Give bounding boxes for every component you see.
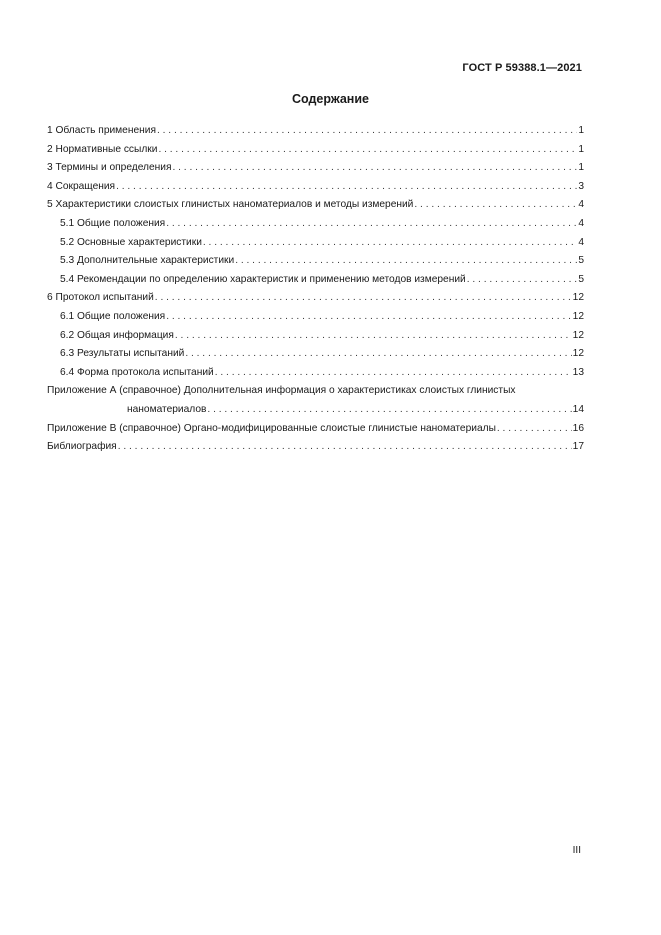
toc-entry-label: 5.2 Основные характеристики: [60, 236, 202, 248]
toc-entry-continuation: [47, 401, 584, 420]
toc-entry-page: 14: [572, 403, 584, 415]
toc-entry-1[interactable]: [47, 122, 584, 141]
toc-entry-page: 4: [578, 199, 584, 211]
toc-leader-dots: [235, 252, 577, 271]
page-number: III: [572, 845, 581, 856]
toc-entry-page: 16: [572, 422, 584, 434]
toc-entry-label: 6.2 Общая информация: [60, 329, 174, 341]
toc-entry-page: 5: [578, 255, 584, 267]
toc-entry-5-3[interactable]: [47, 252, 584, 271]
toc-leader-dots: [215, 364, 572, 383]
toc-entry-appendix-a[interactable]: [47, 382, 584, 419]
toc-leader-dots: [158, 141, 577, 160]
toc-leader-dots: [414, 196, 577, 215]
toc-leader-dots: [175, 327, 572, 346]
toc-leader-dots: [207, 401, 571, 420]
toc-entry-label: Приложение В (справочное) Органо-модифицированные слоистые глинистые наноматериалы: [47, 422, 496, 434]
toc-leader-dots: [166, 308, 571, 327]
toc-leader-dots: [155, 289, 572, 308]
toc-entry-label: Библиография: [47, 441, 117, 453]
toc-entry-6-2[interactable]: [47, 327, 584, 346]
toc-entry-page: 3: [578, 180, 584, 192]
toc-leader-dots: [185, 345, 571, 364]
toc-entry-page: 4: [578, 217, 584, 229]
toc-entry-page: 12: [572, 292, 584, 304]
toc-entry-3[interactable]: [47, 159, 584, 178]
page-title: Содержание: [291, 92, 369, 106]
toc-leader-dots: [157, 122, 577, 141]
toc-leader-dots: [166, 215, 577, 234]
toc-entry-5-1[interactable]: [47, 215, 584, 234]
toc-entry-label: 5 Характеристики слоистых глинистых наноматериалов и методы измерений: [47, 199, 414, 211]
toc-leader-dots: [118, 438, 572, 457]
toc-entry-page: 13: [572, 366, 584, 378]
toc-entry-label: 6.1 Общие положения: [60, 310, 166, 322]
toc-entry-label-continued: наноматериалов: [127, 403, 207, 415]
toc-entry-page: 5: [578, 273, 584, 285]
toc-entry-5-4[interactable]: [47, 271, 584, 290]
toc-entry-page: 12: [572, 310, 584, 322]
toc-entry-page: 1: [578, 143, 584, 155]
toc-leader-dots: [203, 234, 577, 253]
toc-entry-label: 5.1 Общие положения: [60, 217, 166, 229]
toc-leader-dots: [116, 178, 577, 197]
toc-entry-page: 4: [578, 236, 584, 248]
toc-entry-label: 5.4 Рекомендации по определению характеристик и применению методов измерений: [60, 273, 466, 285]
toc-entry-label: Приложение А (справочное) Дополнительная информация о характеристиках слоистых глинистых: [47, 385, 516, 397]
toc-entry-2[interactable]: [47, 141, 584, 160]
toc-entry-page: 1: [578, 125, 584, 136]
document-code: ГОСТ Р 59388.1—2021: [462, 62, 582, 74]
toc-entry-6[interactable]: [47, 289, 584, 308]
toc-entry-label: 3 Термины и определения: [47, 162, 172, 174]
toc-entry-label: 2 Нормативные ссылки: [47, 143, 158, 155]
toc-entry-label: 6 Протокол испытаний: [47, 292, 154, 304]
toc-entry-6-3[interactable]: [47, 345, 584, 364]
toc-entry-label: 6.4 Форма протокола испытаний: [60, 366, 214, 378]
toc-leader-dots: [497, 420, 572, 439]
toc-entry-label: 6.3 Результаты испытаний: [60, 348, 185, 360]
toc-entry-6-1[interactable]: [47, 308, 584, 327]
toc-entry-5-2[interactable]: [47, 234, 584, 253]
toc-entry-bibliography[interactable]: [47, 438, 584, 457]
toc-entry-page: 17: [572, 441, 584, 453]
toc-entry-label: 1 Область применения: [47, 125, 156, 136]
toc-leader-dots: [172, 159, 577, 178]
toc-entry-5[interactable]: [47, 196, 584, 215]
table-of-contents: [47, 122, 584, 457]
toc-entry-6-4[interactable]: [47, 364, 584, 383]
toc-leader-dots: [467, 271, 578, 290]
toc-entry-page: 1: [578, 162, 584, 174]
toc-entry-label: 5.3 Дополнительные характеристики: [60, 255, 235, 267]
toc-entry-appendix-b[interactable]: [47, 420, 584, 439]
toc-entry-label: 4 Сокращения: [47, 180, 116, 192]
toc-entry-page: 12: [572, 329, 584, 341]
toc-entry-page: 12: [572, 348, 584, 360]
toc-entry-4[interactable]: [47, 178, 584, 197]
